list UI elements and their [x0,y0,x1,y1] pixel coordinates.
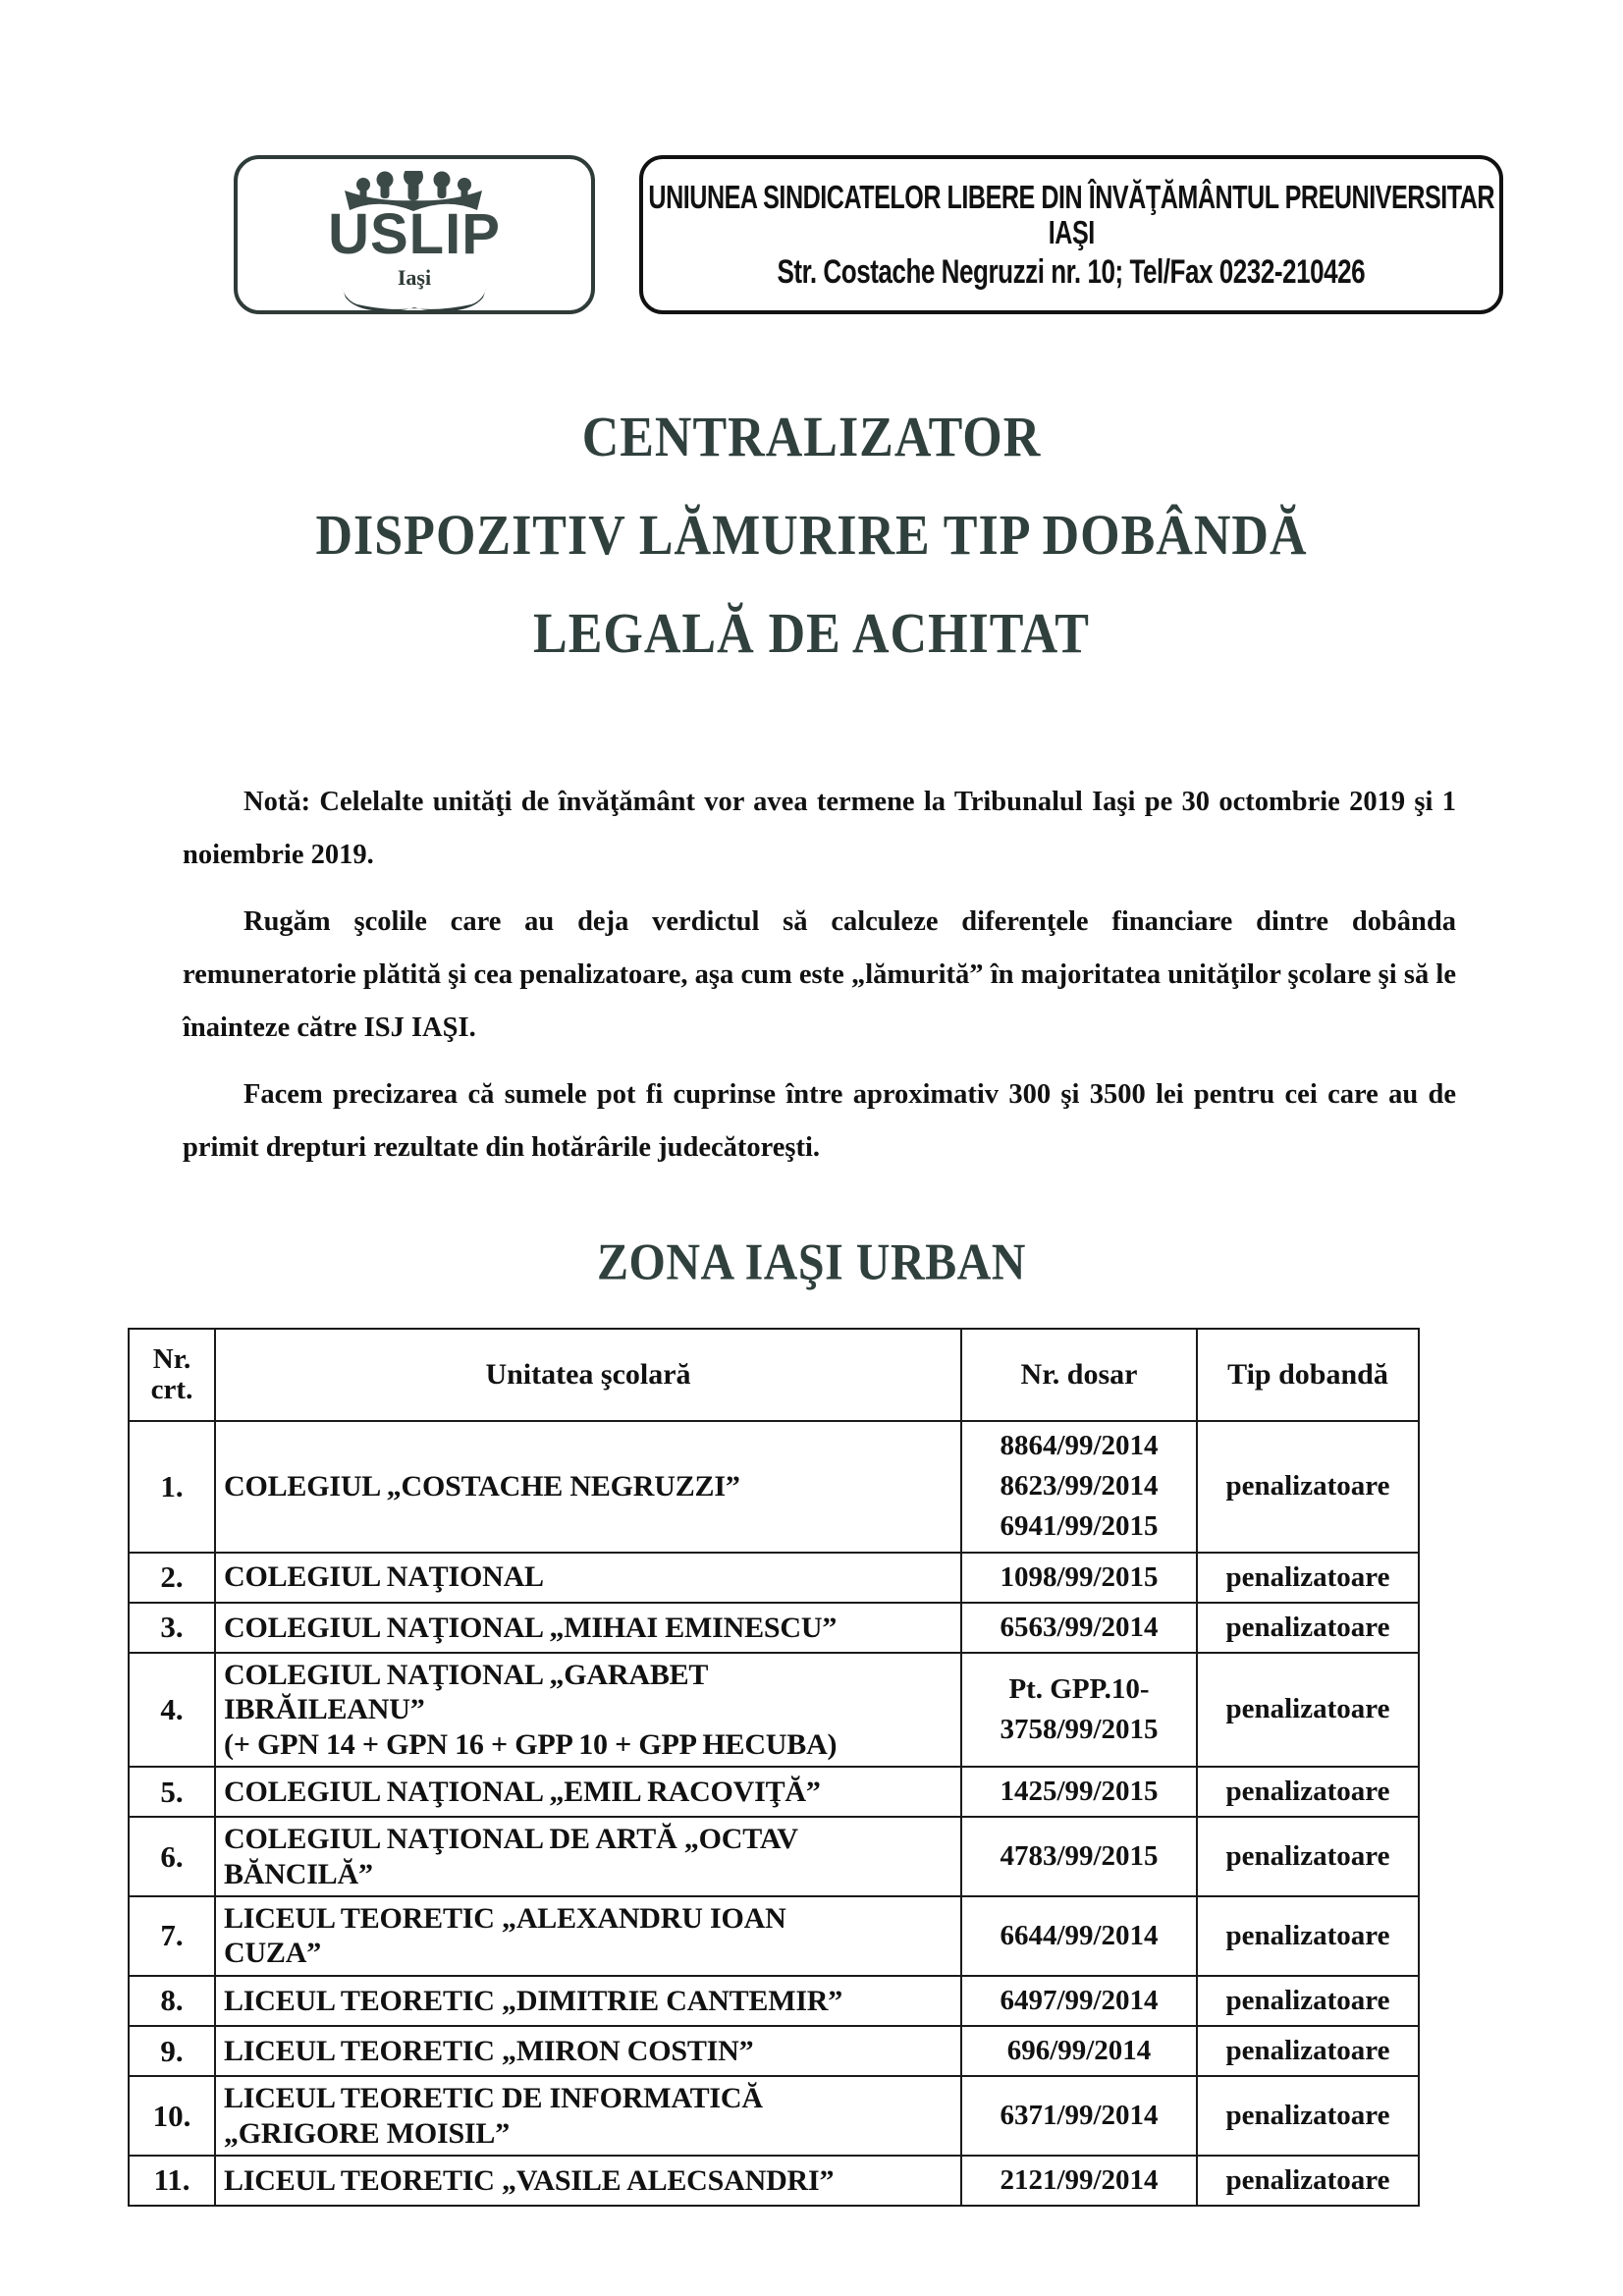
cell-nr-crt: 1. [129,1421,215,1553]
cell-nr-crt: 3. [129,1603,215,1653]
unit-name-line: LICEUL TEORETIC „VASILE ALECSANDRI” [224,2163,835,2197]
cell-unit-name [215,2076,961,2156]
org-contact-line: Str. Costache Negruzzi nr. 10; Tel/Fax 0232-210426 [777,252,1366,291]
document-titles [0,406,1623,666]
paragraph-request [183,896,1456,1055]
table-row [129,2076,1419,2156]
unit-name-line: COLEGIUL NAŢIONAL „EMIL RACOVIŢĂ” [224,1775,821,1808]
cell-dosar-number [961,1553,1197,1603]
column-header-dosar: Nr. dosar [961,1329,1197,1421]
paragraph-amounts [183,1068,1456,1175]
dosar-number-line: 6644/99/2014 [1000,1919,1159,1951]
unit-name-line: BĂNCILĂ” [224,1857,373,1890]
dosar-number-line: 3758/99/2015 [1000,1713,1159,1745]
dosar-number-line: Pt. GPP.10- [1008,1672,1150,1705]
unit-name-line: COLEGIUL NAŢIONAL DE ARTĂ „OCTAV [224,1823,798,1856]
page-subtitle-2: LEGALĂ DE ACHITAT [533,602,1090,666]
table-body [129,1421,1419,2206]
cell-dosar-number [961,2156,1197,2206]
logo-brand-text: USLIP [328,202,501,266]
cell-unit-name [215,1767,961,1817]
cell-tip-dobanda: penalizatoare [1197,1976,1419,2026]
cell-unit-name [215,1421,961,1553]
zone-title: ZONA IAŞI URBAN [597,1233,1026,1291]
cell-tip-dobanda: penalizatoare [1197,1603,1419,1653]
column-header-nr-crt [129,1329,215,1421]
cell-nr-crt: 7. [129,1896,215,1976]
cell-dosar-number [961,1767,1197,1817]
page-title: CENTRALIZATOR [581,406,1042,469]
unit-name-line: LICEUL TEORETIC „MIRON COSTIN” [224,2034,754,2067]
cell-nr-crt: 2. [129,1553,215,1603]
unit-name-line: CUZA” [224,1937,322,1970]
column-header-nr-line2: crt. [150,1374,193,1405]
unit-name-line: LICEUL TEORETIC DE INFORMATICĂ [224,2082,763,2115]
cell-unit-name [215,2156,961,2206]
dosar-number-line: 6497/99/2014 [1000,1984,1159,2016]
unit-name-line: COLEGIUL NAŢIONAL „GARABET [224,1658,709,1691]
cell-tip-dobanda: penalizatoare [1197,2156,1419,2206]
organization-address-box [639,155,1503,314]
dosar-number-line: 2121/99/2014 [1000,2163,1159,2196]
cell-nr-crt: 5. [129,1767,215,1817]
dosar-number-line: 6371/99/2014 [1000,2099,1159,2131]
dosar-number-line: 696/99/2014 [1006,2034,1152,2066]
column-header-nr-line1: Nr. [152,1343,191,1376]
cell-unit-name [215,2026,961,2076]
table-row [129,1767,1419,1817]
table-row [129,1553,1419,1603]
cell-unit-name [215,1817,961,1896]
cell-dosar-number [961,1817,1197,1896]
table-header-row [129,1329,1419,1421]
table-row [129,2026,1419,2076]
schools-table-wrapper [128,1328,1418,2207]
dosar-number-line: 4783/99/2015 [1000,1840,1159,1872]
table-row [129,1421,1419,1553]
document-body [183,776,1456,1175]
unit-name-line: COLEGIUL NAŢIONAL [224,1560,544,1594]
org-city-line: IAŞI [1048,214,1095,251]
logo-sub-text: Iaşi [397,265,432,290]
cell-nr-crt: 6. [129,1817,215,1896]
column-header-unit: Unitatea şcolară [215,1329,961,1421]
cell-dosar-number [961,1603,1197,1653]
dosar-number-line: 6563/99/2014 [1000,1611,1159,1643]
cell-dosar-number [961,2076,1197,2156]
table-row [129,1976,1419,2026]
cell-nr-crt: 9. [129,2026,215,2076]
table-row [129,1653,1419,1767]
paragraph-amounts-text: Facem precizarea că sumele pot fi cuprinse între aproximativ 300 şi 3500 lei pentru cei care au de primit drepturi rezultate din hotărârile judecătoreşti. [183,1079,1456,1163]
cell-tip-dobanda: penalizatoare [1197,2026,1419,2076]
cell-nr-crt: 4. [129,1653,215,1767]
page-subtitle-1: DISPOZITIV LĂMURIRE TIP DOBÂNDĂ [315,504,1308,568]
cell-dosar-number [961,1421,1197,1553]
cell-nr-crt: 11. [129,2156,215,2206]
dosar-number-line: 1425/99/2015 [1000,1776,1159,1808]
unit-name-line: LICEUL TEORETIC „ALEXANDRU IOAN [224,1901,786,1935]
org-name-line: UNIUNEA SINDICATELOR LIBERE DIN ÎNVĂŢĂMÂNTUL PREUNIVERSITAR [648,179,1494,216]
cell-tip-dobanda: penalizatoare [1197,2076,1419,2156]
table-row [129,2156,1419,2206]
unit-name-line: COLEGIUL NAŢIONAL „MIHAI EMINESCU” [224,1611,838,1644]
paragraph-note [183,776,1456,882]
paragraph-request-text: Rugăm şcolile care au deja verdictul să calculeze diferenţele financiare dintre dobânda remuneratorie plătită şi cea penalizatoare, aşa cum este „lămurită” în majoritatea unităţilor şcolare şi să le înainteze către ISJ IAŞI. [183,906,1456,1043]
uslip-logo [234,155,595,314]
cell-dosar-number [961,1653,1197,1767]
schools-table [128,1328,1420,2207]
cell-unit-name [215,1653,961,1767]
cell-tip-dobanda: penalizatoare [1197,1896,1419,1976]
column-header-tip: Tip dobandă [1197,1329,1419,1421]
paragraph-note-text: Notă: Celelalte unităţi de învăţământ vor avea termene la Tribunalul Iaşi pe 30 octombrie 2019 şi 1 noiembrie 2019. [183,787,1456,870]
table-row [129,1817,1419,1896]
cell-unit-name [215,1976,961,2026]
cell-tip-dobanda: penalizatoare [1197,1553,1419,1603]
dosar-number-line: 8864/99/2014 [1000,1430,1159,1461]
cell-dosar-number [961,1896,1197,1976]
cell-unit-name [215,1896,961,1976]
dosar-number-line: 1098/99/2015 [1000,1560,1159,1593]
document-header [0,0,1623,324]
cell-tip-dobanda: penalizatoare [1197,1421,1419,1553]
table-row [129,1896,1419,1976]
cell-unit-name [215,1603,961,1653]
cell-dosar-number [961,2026,1197,2076]
unit-name-line: „GRIGORE MOISIL” [224,2116,511,2150]
book-ribbon-icon [238,285,591,314]
table-row [129,1603,1419,1653]
cell-tip-dobanda: penalizatoare [1197,1817,1419,1896]
dosar-number-line: 6941/99/2015 [1000,1510,1159,1543]
cell-nr-crt: 10. [129,2076,215,2156]
cell-nr-crt: 8. [129,1976,215,2026]
cell-tip-dobanda: penalizatoare [1197,1767,1419,1817]
unit-name-line: LICEUL TEORETIC „DIMITRIE CANTEMIR” [224,1984,843,2017]
cell-dosar-number [961,1976,1197,2026]
cell-unit-name [215,1553,961,1603]
unit-name-line: COLEGIUL „COSTACHE NEGRUZZI” [224,1470,740,1503]
unit-name-line: (+ GPN 14 + GPN 16 + GPP 10 + GPP HECUBA) [224,1727,838,1761]
dosar-number-line: 8623/99/2014 [1000,1470,1159,1503]
cell-tip-dobanda: penalizatoare [1197,1653,1419,1767]
unit-name-line: IBRĂILEANU” [224,1693,425,1726]
